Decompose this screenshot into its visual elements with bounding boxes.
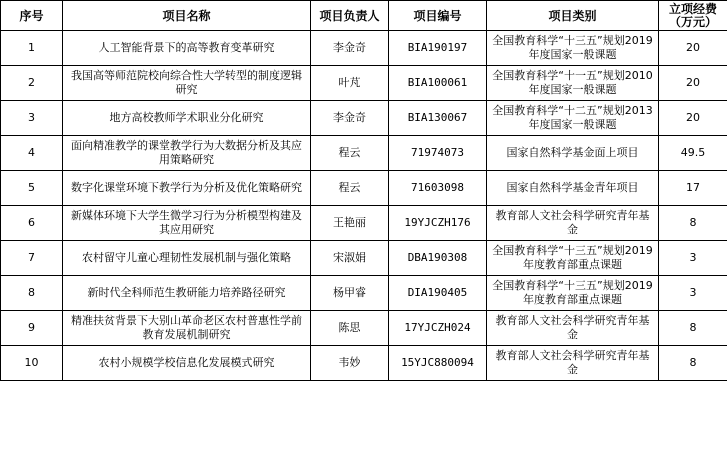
cell-no: 6 (1, 206, 63, 241)
cell-code: 71974073 (389, 136, 487, 171)
cell-leader: 王艳丽 (311, 206, 389, 241)
cell-fund: 20 (659, 101, 727, 136)
cell-leader: 杨甲睿 (311, 276, 389, 311)
cell-no: 5 (1, 171, 63, 206)
cell-name: 农村留守儿童心理韧性发展机制与强化策略 (63, 241, 311, 276)
cell-no: 4 (1, 136, 63, 171)
cell-leader: 程云 (311, 171, 389, 206)
header-code: 项目编号 (389, 1, 487, 31)
cell-fund: 20 (659, 31, 727, 66)
cell-no: 10 (1, 346, 63, 381)
header-fund: 立项经费（万元） (659, 1, 727, 31)
cell-name: 我国高等师范院校向综合性大学转型的制度逻辑研究 (63, 66, 311, 101)
cell-code: 15YJC880094 (389, 346, 487, 381)
table-row (1, 346, 727, 381)
cell-leader: 李金奇 (311, 31, 389, 66)
cell-category: 教育部人文社会科学研究青年基金 (487, 311, 659, 346)
cell-category: 国家自然科学基金面上项目 (487, 136, 659, 171)
cell-name: 新媒体环境下大学生微学习行为分析模型构建及其应用研究 (63, 206, 311, 241)
header-leader: 项目负责人 (311, 1, 389, 31)
cell-no: 2 (1, 66, 63, 101)
cell-category: 教育部人文社会科学研究青年基金 (487, 206, 659, 241)
cell-name: 数字化课堂环境下教学行为分析及优化策略研究 (63, 171, 311, 206)
cell-name: 农村小规模学校信息化发展模式研究 (63, 346, 311, 381)
cell-category: 教育部人文社会科学研究青年基金 (487, 346, 659, 381)
cell-code: DBA190308 (389, 241, 487, 276)
cell-category: 全国教育科学“十三五”规划2019年度教育部重点课题 (487, 241, 659, 276)
header-row (1, 1, 727, 31)
cell-category: 全国教育科学“十一五”规划2010年度国家一般课题 (487, 66, 659, 101)
cell-fund: 20 (659, 66, 727, 101)
cell-category: 全国教育科学“十三五”规划2019年度教育部重点课题 (487, 276, 659, 311)
cell-name: 新时代全科师范生教研能力培养路径研究 (63, 276, 311, 311)
cell-no: 8 (1, 276, 63, 311)
cell-code: 17YJCZH024 (389, 311, 487, 346)
table-row (1, 276, 727, 311)
cell-category: 全国教育科学“十三五”规划2019年度国家一般课题 (487, 31, 659, 66)
cell-leader: 陈思 (311, 311, 389, 346)
cell-leader: 李金奇 (311, 101, 389, 136)
cell-code: BIA190197 (389, 31, 487, 66)
header-name: 项目名称 (63, 1, 311, 31)
cell-code: BIA130067 (389, 101, 487, 136)
cell-fund: 49.5 (659, 136, 727, 171)
cell-leader: 叶芃 (311, 66, 389, 101)
cell-fund: 17 (659, 171, 727, 206)
header-no: 序号 (1, 1, 63, 31)
table-row (1, 136, 727, 171)
cell-code: 71603098 (389, 171, 487, 206)
cell-no: 3 (1, 101, 63, 136)
cell-leader: 程云 (311, 136, 389, 171)
cell-name: 地方高校教师学术职业分化研究 (63, 101, 311, 136)
header-category: 项目类别 (487, 1, 659, 31)
cell-no: 1 (1, 31, 63, 66)
cell-code: DIA190405 (389, 276, 487, 311)
table-row (1, 171, 727, 206)
cell-leader: 韦妙 (311, 346, 389, 381)
table-row (1, 31, 727, 66)
cell-fund: 8 (659, 346, 727, 381)
cell-name: 面向精准教学的课堂教学行为大数据分析及其应用策略研究 (63, 136, 311, 171)
cell-category: 全国教育科学“十二五”规划2013年度国家一般课题 (487, 101, 659, 136)
cell-category: 国家自然科学基金青年项目 (487, 171, 659, 206)
table-row (1, 101, 727, 136)
cell-code: 19YJCZH176 (389, 206, 487, 241)
cell-fund: 3 (659, 241, 727, 276)
cell-no: 9 (1, 311, 63, 346)
cell-name: 人工智能背景下的高等教育变革研究 (63, 31, 311, 66)
table-row (1, 66, 727, 101)
cell-no: 7 (1, 241, 63, 276)
cell-name: 精准扶贫背景下大别山革命老区农村普惠性学前教育发展机制研究 (63, 311, 311, 346)
cell-fund: 8 (659, 206, 727, 241)
cell-fund: 8 (659, 311, 727, 346)
cell-code: BIA100061 (389, 66, 487, 101)
cell-fund: 3 (659, 276, 727, 311)
table-row (1, 311, 727, 346)
table-row (1, 206, 727, 241)
cell-leader: 宋淑娟 (311, 241, 389, 276)
table-row (1, 241, 727, 276)
